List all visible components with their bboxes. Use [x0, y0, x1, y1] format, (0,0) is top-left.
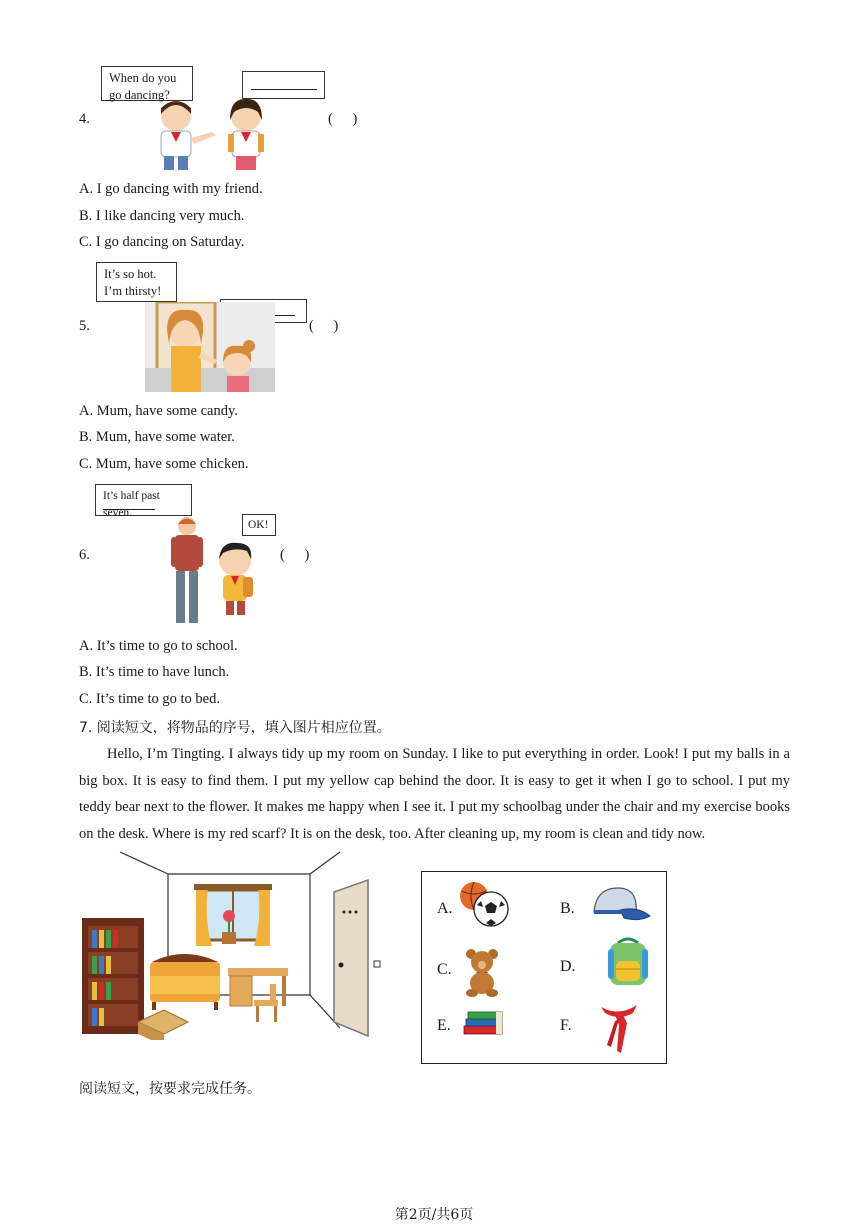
q6-number: 6. [79, 547, 90, 563]
q4-bubble-left [101, 66, 193, 101]
q6-option-a: A. It’s time to go to school. [79, 638, 238, 654]
item-label-c: C. [437, 961, 452, 978]
page-footer: 第2页/共6页 [394, 1207, 474, 1223]
item-label-a: A. [437, 900, 453, 917]
q4-number: 4. [79, 111, 90, 127]
soccer-ball-icon [458, 879, 510, 929]
item-label-b: B. [560, 900, 575, 917]
q6-option-b: B. It’s time to have lunch. [79, 664, 230, 680]
q5-bubble-line1: It’s so hot. [104, 267, 157, 281]
q5-answer-paren[interactable]: ( ) [309, 318, 347, 334]
q5-number: 5. [79, 318, 90, 334]
q7-instruction: 7. 阅读短文，将物品的序号，填入图片相应位置。 [79, 720, 391, 736]
q6-bubble-left [95, 484, 192, 519]
q6-bubble-ok: OK! [248, 519, 269, 531]
q5-bubble-left [96, 262, 177, 302]
teddy-bear-icon [462, 947, 504, 997]
items-box [421, 871, 667, 1064]
q6-answer-paren[interactable]: ( ) [280, 547, 318, 563]
books-icon [462, 1008, 506, 1038]
q4-option-a: A. I go dancing with my friend. [79, 181, 263, 197]
q4-answer-paren[interactable]: ( ) [328, 111, 366, 127]
q6-father-boy-illustration [165, 515, 260, 627]
q6-bubble-text: It’s half past seven. [103, 490, 160, 519]
q7-passage [79, 741, 790, 847]
item-label-d: D. [560, 958, 576, 975]
q5-bubble-line2: I’m thirsty! [104, 284, 162, 298]
q6-option-c: C. It’s time to go to bed. [79, 691, 220, 707]
next-section-instruction: 阅读短文，按要求完成任务。 [79, 1081, 261, 1097]
q5-option-b: B. Mum, have some water. [79, 429, 235, 445]
q4-answer-blank [251, 89, 317, 90]
cap-icon [590, 882, 652, 926]
red-scarf-icon [597, 999, 643, 1055]
q4-option-b: B. I like dancing very much. [79, 208, 245, 224]
q4-option-c: C. I go dancing on Saturday. [79, 234, 245, 250]
q7-passage-text: Hello, I’m Tingting. I always tidy up my room on Sunday. I like to put everything in order. Look! I put my balls in a big box. It is easy to find them. I put my yellow cap behind the door. It is easy to get it when I go to school. I put my teddy bear next to the flower. It makes me happy when I see it. I put my schoolbag under the chair and my exercise books on the desk. Where is my red scarf? It is on the desk, too. After cleaning up, my room is clean and tidy now. [79, 746, 790, 842]
q5-option-c: C. Mum, have some chicken. [79, 456, 249, 472]
item-label-f: F. [560, 1017, 572, 1034]
item-label-e: E. [437, 1017, 451, 1034]
q4-bubble-right [242, 71, 325, 99]
q6-answer-blank [103, 509, 155, 510]
schoolbag-icon [604, 935, 652, 987]
q5-option-a: A. Mum, have some candy. [79, 403, 238, 419]
q5-mother-daughter-illustration [145, 302, 275, 392]
q4-bubble-text: When do you go dancing? [109, 71, 177, 102]
room-illustration [78, 850, 390, 1040]
q4-children-illustration [150, 98, 275, 173]
